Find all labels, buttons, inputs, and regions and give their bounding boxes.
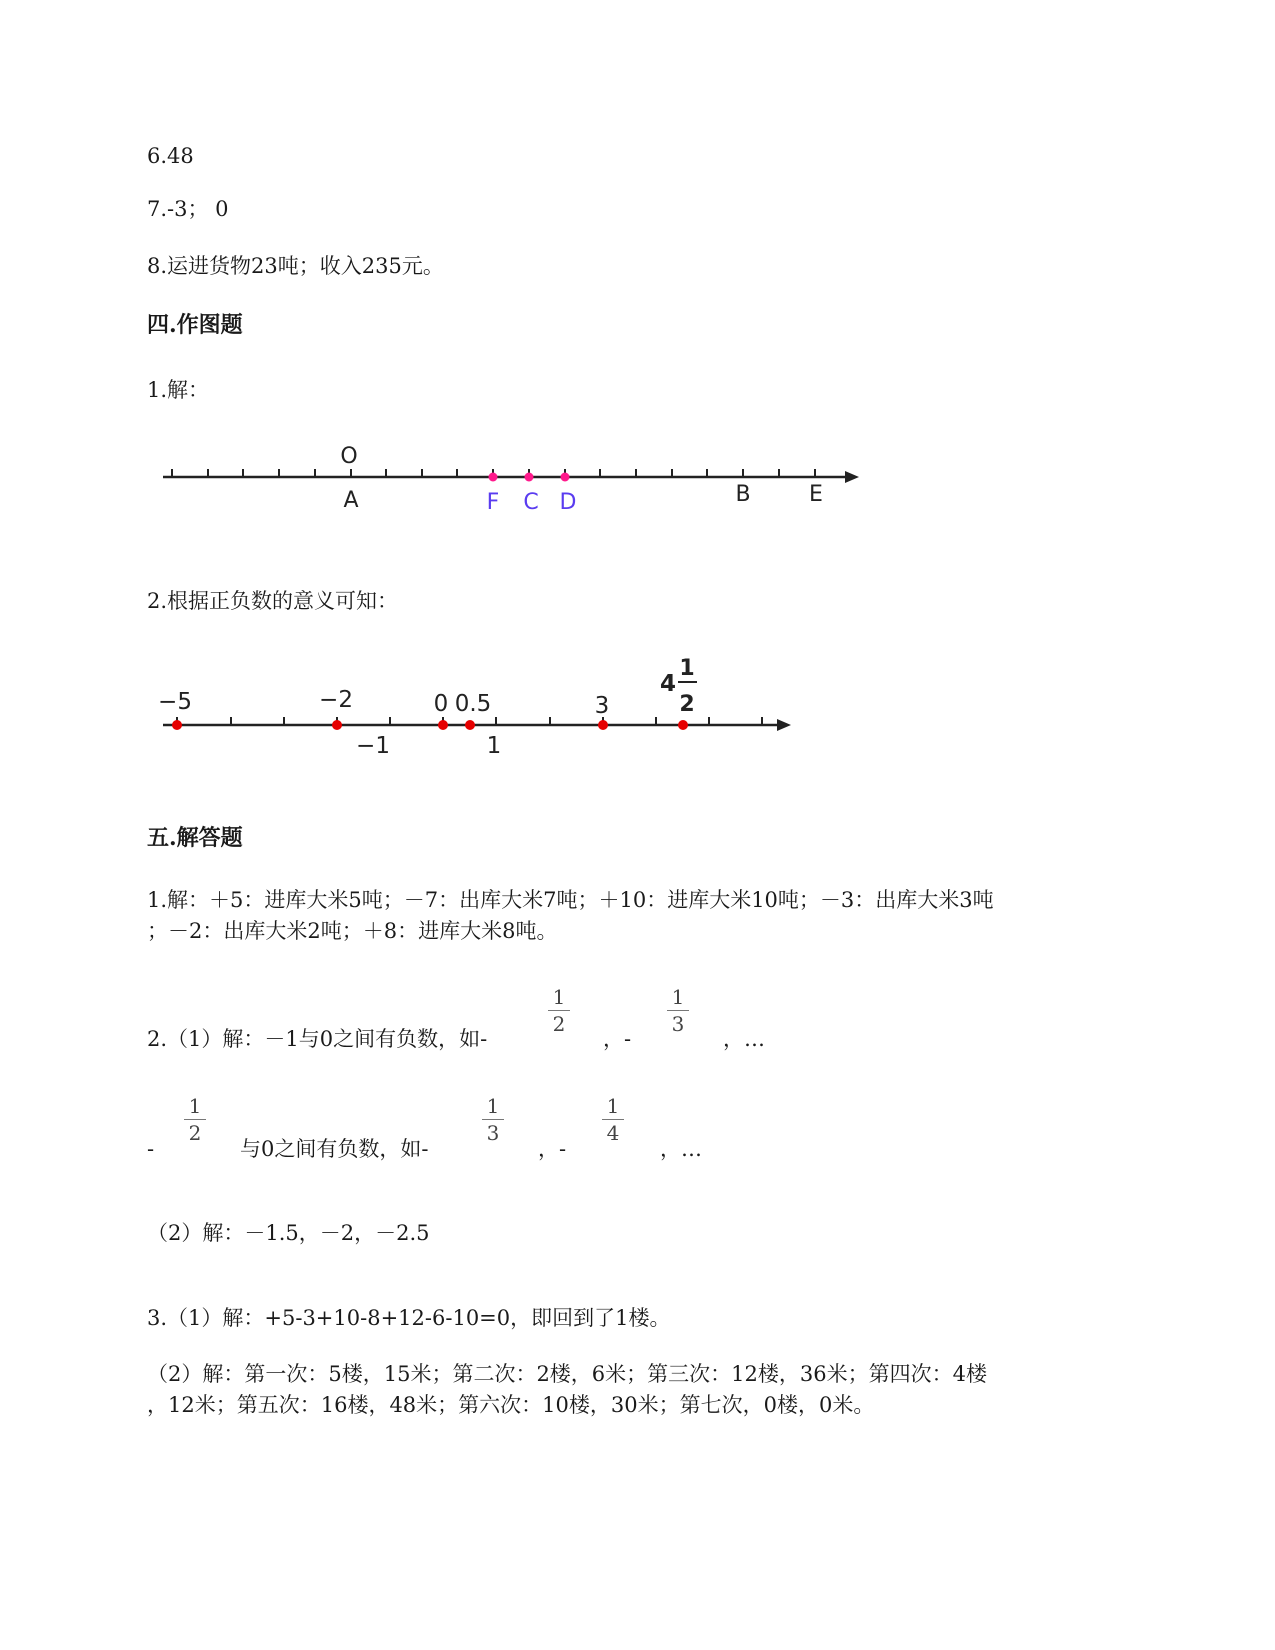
q2-p2-sep2: ，… xyxy=(660,1137,702,1161)
q2-p2-dash: - xyxy=(147,1137,155,1161)
label-mixed-whole: 4 xyxy=(659,671,677,697)
q2-p1-frac2: 1 3 xyxy=(663,987,693,1034)
label-0: 0 xyxy=(433,691,449,717)
label-neg5: −5 xyxy=(158,689,192,715)
number-line-2 xyxy=(155,645,815,770)
q2-p2-frac1: 1 3 xyxy=(478,1096,508,1143)
point-neg5 xyxy=(172,720,182,730)
point-3 xyxy=(598,720,608,730)
label-neg1: −1 xyxy=(356,733,390,759)
label-0-5: 0.5 xyxy=(454,691,492,717)
point-0 xyxy=(438,720,448,730)
label-3: 3 xyxy=(594,693,610,719)
label-mixed-den: 2 xyxy=(679,692,695,717)
label-e: E xyxy=(809,482,823,507)
label-f: F xyxy=(486,490,500,515)
q2-p1-sep2: ，… xyxy=(723,1027,765,1051)
q2-p2-frac0: 1 2 xyxy=(180,1096,210,1143)
point-f xyxy=(489,473,498,482)
label-1: 1 xyxy=(486,733,502,759)
q3-line1: 3.（1）解：+5-3+10-8+12-6-10=0，即回到了1楼。 xyxy=(147,1306,671,1330)
q2-part2: （2）解：－1.5，－2，－2.5 xyxy=(147,1221,430,1245)
q3-line2: （2）解：第一次：5楼，15米；第二次：2楼，6米；第三次：12楼，36米；第四次：4楼 xyxy=(147,1362,987,1386)
q2-p2-text: 与0之间有负数，如- xyxy=(240,1137,429,1161)
number-line-1 xyxy=(155,435,875,525)
q2-p2-frac2: 1 4 xyxy=(598,1096,628,1143)
q2-p2-sep1: ，- xyxy=(538,1137,567,1161)
q3-line3: ，12米；第五次：16楼，48米；第六次：10楼，30米；第七次，0楼，0米。 xyxy=(147,1393,875,1417)
label-b: B xyxy=(735,482,751,507)
point-c xyxy=(525,473,534,482)
point-neg2 xyxy=(332,720,342,730)
answer-8: 8.运进货物23吨；收入235元。 xyxy=(147,254,444,278)
point-d xyxy=(561,473,570,482)
label-c: C xyxy=(523,490,539,515)
answer-7: 7.-3； 0 xyxy=(147,197,229,221)
label-d: D xyxy=(559,490,577,515)
section-5-heading: 五.解答题 xyxy=(147,825,243,851)
section-5-q1-line2: ；－2：出库大米2吨；＋8：进库大米8吨。 xyxy=(147,919,558,943)
section-4-q1-label: 1.解： xyxy=(147,378,210,402)
section-4-heading: 四.作图题 xyxy=(147,312,243,338)
section-4-q2-label: 2.根据正负数的意义可知： xyxy=(147,589,399,613)
q2-p1-text: 2.（1）解：－1与0之间有负数，如- xyxy=(147,1027,488,1051)
label-mixed-num: 1 xyxy=(679,656,695,681)
point-4-1-2 xyxy=(678,720,688,730)
q2-p1-sep1: ，- xyxy=(603,1027,632,1051)
label-o: O xyxy=(340,444,358,469)
answer-6: 6.48 xyxy=(147,144,194,168)
point-0-5 xyxy=(465,720,475,730)
section-5-q1-line1: 1.解：＋5：进库大米5吨；－7：出库大米7吨；＋10：进库大米10吨；－3：出库大米3吨 xyxy=(147,888,994,912)
label-neg2: −2 xyxy=(319,687,353,713)
q2-p1-frac1: 1 2 xyxy=(544,987,574,1034)
label-a: A xyxy=(343,488,359,513)
